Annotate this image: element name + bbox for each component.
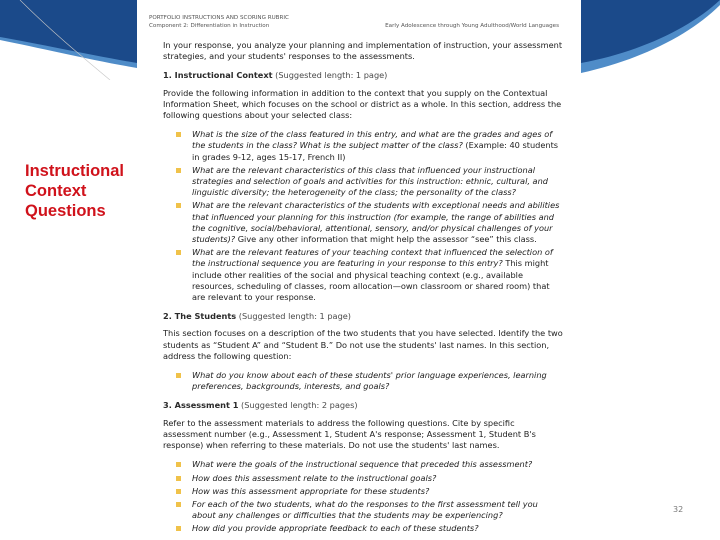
section-length-note: (Suggested length: 2 pages) xyxy=(241,400,358,411)
question-note: (Example: 40 students in grades 9-12, ages 15-17, French II) xyxy=(192,140,559,162)
document-body xyxy=(149,40,571,535)
question-text: For each of the two students, what do the responses to the first assessment tell you about any challenges or difficulties that the students may be experiencing? xyxy=(192,498,538,521)
question-text: How does this assessment relate to the instructional goals? xyxy=(192,472,437,483)
header-component: Component 2: Differentiation in Instruction xyxy=(149,23,270,29)
question-note: Give any other information that might help the assessor “see” this class. xyxy=(235,234,537,245)
list-item xyxy=(176,523,563,534)
bullet-list xyxy=(163,370,563,392)
slide-page-number: 32 xyxy=(673,505,684,514)
square-bullet-icon xyxy=(176,250,181,255)
question-text: What are the relevant characteristics of the students with exceptional needs and abilities that influenced your planning for this instruction (for example, the range of abilities and the cognitive, social/behavioral, attentional, sensory, and/or physical challenges of your students)? xyxy=(192,200,560,245)
bullet-list xyxy=(163,129,563,303)
square-bullet-icon xyxy=(176,526,181,531)
section-title: 3. Assessment 1 xyxy=(163,400,239,411)
question-text: What are the relevant features of your teaching context that influenced the selection of the instructional sequence you are featuring in your response to this entry? xyxy=(192,247,553,269)
header-certificate: Early Adolescence through Young Adulthood/World Languages xyxy=(385,23,559,29)
list-item xyxy=(176,370,563,392)
section-paragraph: Refer to the assessment materials to address the following questions. Cite by specific assessment number (e.g., Assessment 1, Student A's response; Assessment 1, Student B's response) when referring to these materials. Do not use the students' last names. xyxy=(163,417,536,451)
square-bullet-icon xyxy=(176,203,181,208)
list-item xyxy=(176,499,563,521)
square-bullet-icon xyxy=(176,476,181,481)
list-item xyxy=(176,200,563,245)
bullet-list xyxy=(163,459,563,534)
section-paragraph: This section focuses on a description of the two students that you have selected. Identify the two students as “Student A” and “Student B.” Do not use the students' last names. In this section, address the following question: xyxy=(163,328,563,361)
square-bullet-icon xyxy=(176,489,181,494)
square-bullet-icon xyxy=(176,462,181,467)
side-label-line: Context xyxy=(25,182,87,200)
list-item xyxy=(176,129,563,163)
square-bullet-icon xyxy=(176,502,181,507)
list-item xyxy=(176,459,563,470)
list-item xyxy=(176,486,563,497)
question-text: What is the size of the class featured in this entry, and what are the grades and ages of the students in the class? What is the subject matter of the class? xyxy=(192,129,553,151)
question-text: How was this assessment appropriate for these students? xyxy=(192,485,430,496)
section-paragraph: Provide the following information in addition to the context that you supply on the Contextual Information Sheet, which focuses on the school or district as a whole. In this section, address the following questions about your selected class: xyxy=(163,87,562,121)
header-title: PORTFOLIO INSTRUCTIONS AND SCORING RUBRIC xyxy=(149,15,289,21)
section-length-note: (Suggested length: 1 page) xyxy=(275,70,388,81)
question-text: How did you provide appropriate feedback to each of these students? xyxy=(192,523,479,534)
side-label-line: Questions xyxy=(25,202,106,220)
list-item xyxy=(176,165,563,199)
document-page xyxy=(137,0,581,540)
section-heading-students xyxy=(163,311,563,322)
question-note: This might include other realities of the social and physical teaching context (e.g., available resources, scheduling of classes, room allocation—own classroom or shared room) that are relevant to your response. xyxy=(192,258,550,303)
section-length-note: (Suggested length: 1 page) xyxy=(238,311,352,322)
slide-side-label xyxy=(25,161,124,221)
intro-paragraph: In your response, you analyze your planning and implementation of instruction, your assessment strategies, and your students' responses to the assessments. xyxy=(163,40,563,62)
square-bullet-icon xyxy=(176,132,181,137)
list-item xyxy=(176,247,563,303)
section-title: 2. The Students xyxy=(163,311,237,322)
question-text: What are the relevant characteristics of this class that influenced your instructional strategies and selection of goals and activities for this instruction: ethnic, cultural, and linguistic diversity; the heterogeneity of the class; the personality of the class? xyxy=(192,164,548,198)
list-item xyxy=(176,473,563,484)
square-bullet-icon xyxy=(176,373,181,378)
section-heading-assessment-1 xyxy=(163,400,563,411)
side-label-line: Instructional xyxy=(25,162,125,180)
question-text: What were the goals of the instructional sequence that preceded this assessment? xyxy=(192,459,533,470)
question-text: What do you know about each of these students' prior language experiences, learning preferences, backgrounds, interests, and goals? xyxy=(192,370,547,392)
section-title: 1. Instructional Context xyxy=(163,70,273,81)
document-header xyxy=(149,14,571,30)
square-bullet-icon xyxy=(176,168,181,173)
section-heading-instructional-context xyxy=(163,70,563,81)
